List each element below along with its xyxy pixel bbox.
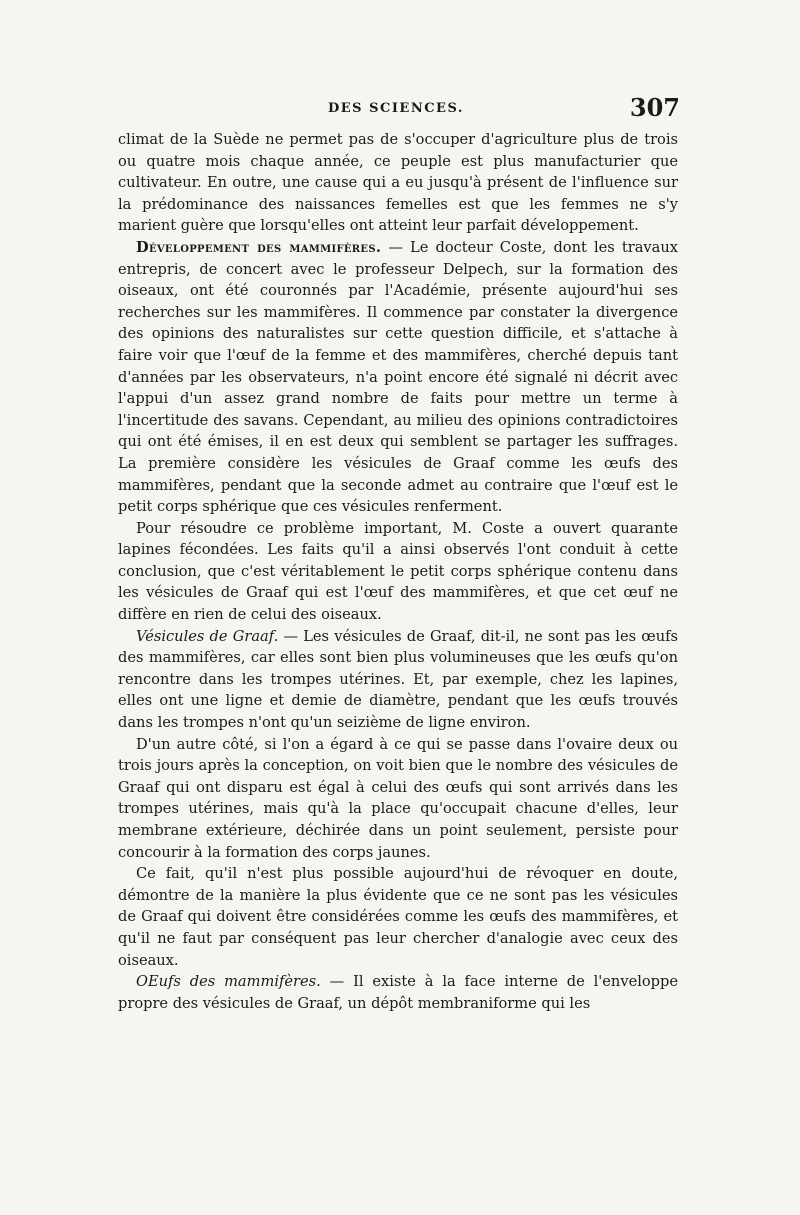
body-text xyxy=(118,129,678,1014)
paragraph-climate xyxy=(118,129,678,237)
paragraph-mammal-development xyxy=(118,237,678,518)
paragraph-ovary xyxy=(118,734,678,864)
page-header xyxy=(118,95,678,129)
paragraph-text: climat de la Suède ne permet pas de s'occuper d'agriculture plus de trois ou quatre mois chaque année, ce peuple est plus manufacturier que cultivateur. En outre, une cause qui a eu jusqu'à présent de l'influence sur la prédominance des naissances femelles est que les femmes ne s'y marient guère que lorsqu'elles ont atteint leur parfait développement. xyxy=(118,131,678,235)
paragraph-text: — Les vésicules de Graaf, dit-il, ne sont pas les œufs des mammifères, car elles sont bien plus volumineuses que les œufs qu'on rencontre dans les trompes utérines. Et, par exemple, chez les lapines, elles ont une ligne et demie de diamètre, pendant que les œufs trouvés dans les trompes n'ont qu'un seizième de ligne environ. xyxy=(118,627,679,732)
paragraph-text: — Le docteur Coste, dont les travaux entrepris, de concert avec le professeur Delpech, sur la formation des oiseaux, ont été couronnés par l'Académie, présente aujourd'hui ses recherches sur les mammifères. Il commence par constater la divergence des opinions des naturalistes sur cette question difficile, et s'attache à faire voir que l'œuf de la femme et des mammifères, cherché depuis tant d'années par les observateurs, n'a point encore été signalé ni décrit avec l'appui d'un assez grand nombre de faits pour mettre un terme à l'incertitude des savans. Cependant, au milieu des opinions contradictoires qui ont été émises, il en est deux qui semblent se partager les suffrages. La première considère les vésicules de Graaf comme les œufs des mammifères, pendant que la seconde admet au contraire que l'œuf est le petit corps sphérique que ces vésicules renferment. xyxy=(118,238,678,516)
section-heading-graaf: Vésicules de Graaf. xyxy=(136,627,279,645)
paragraph-text: Pour résoudre ce problème important, M. Coste a ouvert quarante lapines fécondées. Les faits qu'il a ainsi observés l'ont conduit à cette conclusion, que c'est véritablement le petit corps sphérique contenu dans les vésicules de Graaf qui est l'œuf des mammifères, et que cet œuf ne diffère en rien de celui des oiseaux. xyxy=(118,519,678,624)
page-number: 307 xyxy=(629,93,680,122)
paragraph-text: — Il existe à la face interne de l'enveloppe propre des vésicules de Graaf, un dépôt membraniforme qui les xyxy=(118,973,678,1012)
paragraph-graaf-vesicles xyxy=(118,626,678,734)
paragraph-text: D'un autre côté, si l'on a égard à ce qui se passe dans l'ovaire deux ou trois jours après la conception, on voit bien que le nombre des vésicules de Graaf qui ont disparu est égal à celui des œufs qui sont arrivés dans les trompes utérines, mais qu'à la place qu'occupait chacune d'elles, leur membrane extérieure, déchirée dans un point seulement, persiste pour concourir à la formation des corps jaunes. xyxy=(118,735,678,861)
paragraph-mammal-eggs xyxy=(118,971,678,1014)
paragraph-text: Ce fait, qu'il n'est plus possible aujourd'hui de révoquer en doute, démontre de la manière la plus évidente que ce ne sont pas les vésicules de Graaf qui doivent être considérées comme les œufs des mammifères, et qu'il ne faut par conséquent pas leur chercher d'analogie avec ceux des oiseaux. xyxy=(118,865,678,969)
section-heading-development: Développement des mammifères. xyxy=(136,238,382,256)
book-page xyxy=(118,95,678,1014)
paragraph-experiment xyxy=(118,518,678,626)
paragraph-conclusion xyxy=(118,863,678,971)
section-heading-eggs: OEufs des mammifères. xyxy=(136,973,321,991)
running-title: DES SCIENCES. xyxy=(328,101,464,116)
